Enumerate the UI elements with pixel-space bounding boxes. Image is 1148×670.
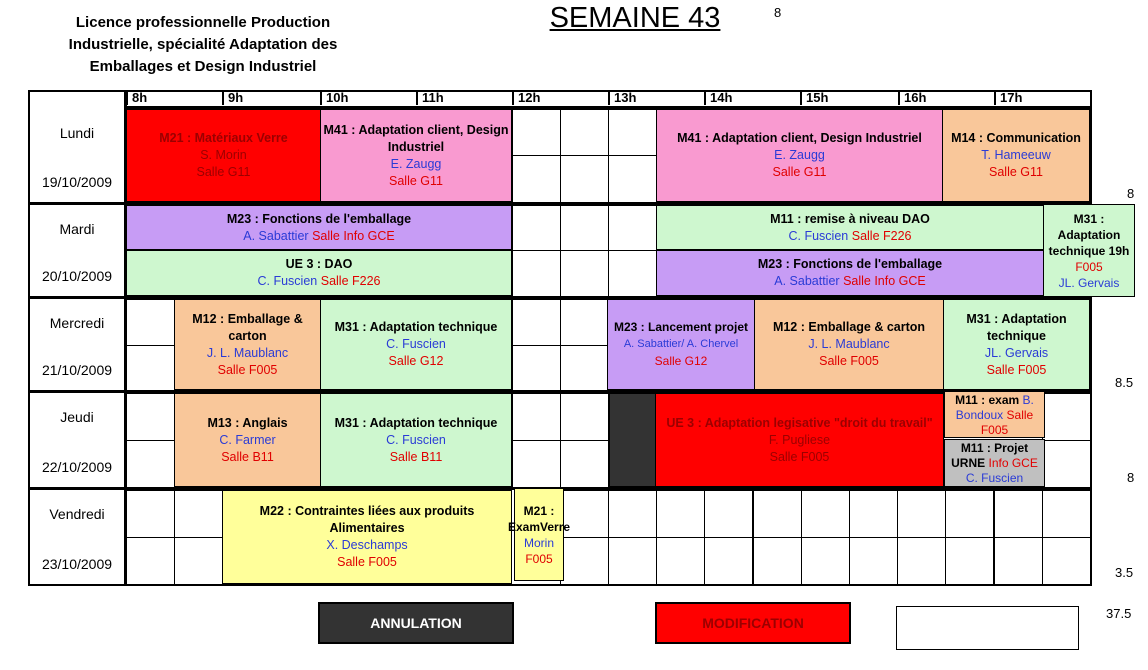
program-title [38, 12, 368, 78]
hour-16h: 16h [898, 91, 994, 105]
empty-slot[interactable] [994, 490, 1043, 538]
empty-slot[interactable] [849, 490, 898, 538]
course-title: M41 : Adaptation client, Design Industriel [677, 131, 922, 145]
hour-8h: 8h [126, 91, 222, 105]
course-title: M23 : Fonctions de l'emballage [226, 211, 412, 226]
course-m21-exam-verre[interactable] [507, 488, 571, 581]
empty-slot[interactable] [560, 250, 609, 297]
course-ue3-legislative[interactable] [655, 393, 944, 487]
empty-slot[interactable] [1042, 537, 1091, 585]
course-m31-wednesday-am[interactable] [320, 299, 512, 390]
course-m23-tuesday-pm[interactable] [656, 250, 1044, 296]
empty-slot[interactable] [704, 537, 753, 585]
empty-slot[interactable] [512, 440, 561, 488]
course-title: M11 : exam [955, 393, 1020, 407]
course-teacher: JL. Gervais [984, 345, 1049, 360]
empty-slot[interactable] [608, 205, 657, 251]
empty-slot[interactable] [126, 393, 175, 441]
day-name: Mercredi [49, 315, 105, 331]
course-m23-tuesday-am[interactable] [126, 205, 512, 250]
course-m11-projet-urne[interactable] [944, 439, 1045, 487]
day-friday [30, 490, 124, 584]
empty-slot[interactable] [560, 155, 609, 203]
course-room: Salle F005 [819, 354, 879, 368]
empty-slot[interactable] [849, 537, 898, 585]
day-name: Lundi [59, 125, 95, 141]
course-title: M12 : Emballage & carton [192, 311, 303, 343]
course-room: Salle G11 [989, 165, 1043, 179]
course-title: UE 3 : DAO [285, 257, 353, 271]
course-m12-wednesday-am[interactable] [174, 299, 321, 390]
day-thursday [30, 393, 124, 487]
hour-10h: 10h [320, 91, 416, 105]
course-m21-verre[interactable] [126, 109, 321, 202]
course-room: F005 [525, 551, 553, 566]
empty-slot[interactable] [897, 490, 946, 538]
course-teacher: J. L. Maublanc [206, 345, 289, 360]
empty-slot[interactable] [512, 345, 561, 391]
course-title: M11 : Projet URNE [951, 440, 1029, 470]
empty-slot[interactable] [560, 440, 609, 488]
course-room: Salle G11 [196, 165, 251, 179]
empty-slot[interactable] [126, 345, 175, 391]
empty-slot[interactable] [512, 250, 561, 297]
course-teacher: A. Sabattier [774, 274, 840, 288]
empty-slot[interactable] [126, 490, 175, 538]
course-m23-lancement-projet[interactable] [607, 299, 755, 390]
hours-total-wednesday: 8.5 [1115, 375, 1134, 390]
hour-15h: 15h [800, 91, 898, 105]
empty-slot[interactable] [1042, 393, 1091, 441]
empty-slot[interactable] [753, 537, 802, 585]
course-ue3-dao[interactable] [126, 250, 512, 296]
course-teacher: J. L. Maublanc [808, 337, 890, 351]
empty-slot[interactable] [801, 537, 850, 585]
day-date: 21/10/2009 [41, 362, 113, 378]
program-title-line-2: Industrielle, spécialité Adaptation des [68, 36, 338, 53]
course-m31-tuesday-evening[interactable] [1043, 204, 1135, 297]
empty-slot[interactable] [560, 393, 609, 441]
course-room: Salle G11 [389, 173, 443, 188]
empty-slot[interactable] [656, 490, 705, 538]
empty-slot[interactable] [608, 537, 657, 585]
course-room: Salle F005 [769, 449, 830, 464]
hours-total-monday: 8 [1127, 186, 1135, 201]
course-teacher: C. Fuscien [965, 470, 1024, 485]
course-title: M31 : Adaptation technique [334, 415, 498, 430]
empty-slot[interactable] [512, 155, 561, 203]
day-name: Jeudi [60, 409, 94, 425]
hours-total-thursday: 8 [1127, 470, 1135, 485]
course-teacher: T. Hameeuw [981, 148, 1051, 162]
course-title: M21 : Matériaux Verre [159, 131, 288, 145]
course-title: M31 : Adaptation technique 19h [1048, 211, 1130, 258]
course-room: F005 [1075, 259, 1103, 274]
course-title: M31 : Adaptation technique [334, 320, 498, 334]
day-name: Mardi [59, 221, 95, 237]
course-title: M14 : Communication [951, 131, 1081, 145]
course-teacher: S. Morin [200, 148, 247, 162]
course-m41-monday-pm[interactable] [656, 109, 943, 202]
course-m11-remise-dao[interactable] [656, 205, 1044, 250]
course-teacher: JL. Gervais [1058, 275, 1120, 290]
legend-modification: MODIFICATION [655, 602, 851, 644]
empty-slot[interactable] [945, 537, 994, 585]
course-room: Salle F226 [851, 228, 912, 243]
empty-slot[interactable] [174, 490, 223, 538]
course-title: M11 : remise à niveau DAO [770, 211, 930, 226]
empty-slot[interactable] [656, 537, 705, 585]
empty-slot[interactable] [512, 393, 561, 441]
course-room: Salle Info GCE [312, 228, 395, 243]
hour-13h: 13h [608, 91, 704, 105]
hour-14h: 14h [704, 91, 800, 105]
empty-slot[interactable] [994, 537, 1043, 585]
empty-slot[interactable] [704, 490, 753, 538]
course-m13-anglais[interactable] [174, 393, 321, 487]
course-teacher: C. Fuscien [788, 228, 849, 243]
hours-total-week: 37.5 [1106, 606, 1132, 621]
hour-9h: 9h [222, 91, 320, 105]
week-title: SEMAINE 43 [549, 2, 721, 34]
course-m12-wednesday-pm[interactable] [754, 299, 944, 390]
course-room: Salle F226 [320, 274, 381, 288]
empty-slot[interactable] [945, 490, 994, 538]
course-m14-communication[interactable] [942, 109, 1090, 202]
day-tuesday [30, 205, 124, 296]
program-title-line-1: Licence professionnelle Production [75, 14, 331, 31]
empty-slot[interactable] [126, 440, 175, 488]
course-teacher: B. Bondoux [955, 393, 1034, 422]
course-title: M21 : ExamVerre [507, 503, 571, 534]
empty-slot[interactable] [560, 345, 609, 391]
course-room: Salle G12 [388, 354, 444, 368]
course-m22-contraintes[interactable] [222, 490, 512, 584]
empty-slot[interactable] [174, 537, 223, 585]
empty-slot[interactable] [753, 490, 802, 538]
course-room: Salle G11 [772, 165, 827, 179]
course-room: Salle F005 [217, 362, 278, 377]
day-monday [30, 109, 124, 202]
program-title-line-3: Emballages et Design Industriel [89, 58, 317, 75]
course-title: M23 : Lancement projet [613, 320, 749, 334]
day-name: Vendredi [49, 506, 105, 522]
empty-slot[interactable] [608, 490, 657, 538]
course-teacher: A. Sabattier/ A. Chervel [623, 338, 739, 350]
course-m11-exam[interactable] [944, 391, 1045, 438]
course-title: M31 : Adaptation technique [966, 311, 1067, 343]
legend-annulation: ANNULATION [318, 602, 514, 644]
empty-slot[interactable] [512, 109, 561, 156]
course-room: Salle F005 [980, 408, 1034, 437]
course-title: M13 : Anglais [207, 415, 288, 430]
course-title: M41 : Adaptation client, Design Industriel [323, 122, 509, 154]
day-date: 22/10/2009 [41, 459, 113, 475]
course-title: M22 : Contraintes liées aux produits Alimentaires [259, 504, 475, 535]
day-date: 20/10/2009 [41, 268, 113, 284]
day-wednesday [30, 299, 124, 390]
empty-slot[interactable] [560, 299, 609, 346]
empty-slot[interactable] [608, 155, 657, 203]
empty-slot[interactable] [560, 205, 609, 251]
empty-slot[interactable] [608, 250, 657, 297]
course-room: Salle B11 [221, 449, 274, 464]
course-teacher: F. Pugliese [768, 432, 831, 447]
course-room: Salle F005 [337, 555, 397, 569]
empty-slot[interactable] [897, 537, 946, 585]
course-title: M23 : Fonctions de l'emballage [757, 257, 943, 271]
empty-slot[interactable] [512, 205, 561, 251]
course-teacher: C. Fuscien [386, 337, 446, 351]
course-room: Salle G12 [654, 354, 708, 368]
hour-11h: 11h [416, 91, 512, 105]
course-teacher: C. Fuscien [257, 274, 318, 288]
course-teacher: C. Farmer [219, 432, 276, 447]
hour-17h: 17h [994, 91, 1090, 105]
empty-slot[interactable] [1042, 490, 1091, 538]
day-date: 19/10/2009 [41, 174, 113, 190]
course-teacher: E. Zaugg [774, 148, 825, 162]
empty-slot[interactable] [126, 299, 175, 346]
empty-slot[interactable] [126, 537, 175, 585]
legend-empty-box [896, 606, 1079, 650]
empty-slot[interactable] [608, 109, 657, 156]
empty-slot[interactable] [512, 299, 561, 346]
top-number: 8 [774, 5, 782, 20]
course-teacher: E. Zaugg [390, 156, 442, 171]
course-room: Info GCE [988, 455, 1038, 470]
empty-slot[interactable] [560, 537, 609, 585]
course-room: Salle F005 [986, 362, 1047, 377]
course-title: UE 3 : Adaptation legisative "droit du travail" [666, 415, 933, 430]
course-m41-monday-am[interactable] [320, 109, 512, 202]
course-teacher: X. Deschamps [326, 538, 408, 552]
course-m31-thursday[interactable] [320, 393, 512, 487]
empty-slot[interactable] [560, 109, 609, 156]
hours-total-friday: 3.5 [1115, 565, 1134, 580]
course-title: M12 : Emballage & carton [772, 320, 926, 334]
cancelled-slot [609, 393, 656, 487]
course-m31-wednesday-pm[interactable] [943, 299, 1090, 390]
course-room: Salle Info GCE [843, 274, 926, 288]
hour-12h: 12h [512, 91, 608, 105]
course-teacher: Morin [523, 535, 554, 550]
empty-slot[interactable] [801, 490, 850, 538]
course-teacher: A. Sabattier [243, 228, 309, 243]
course-teacher: C. Fuscien [386, 432, 446, 447]
day-date: 23/10/2009 [41, 556, 113, 572]
empty-slot[interactable] [1042, 440, 1091, 488]
course-room: Salle B11 [389, 449, 443, 464]
